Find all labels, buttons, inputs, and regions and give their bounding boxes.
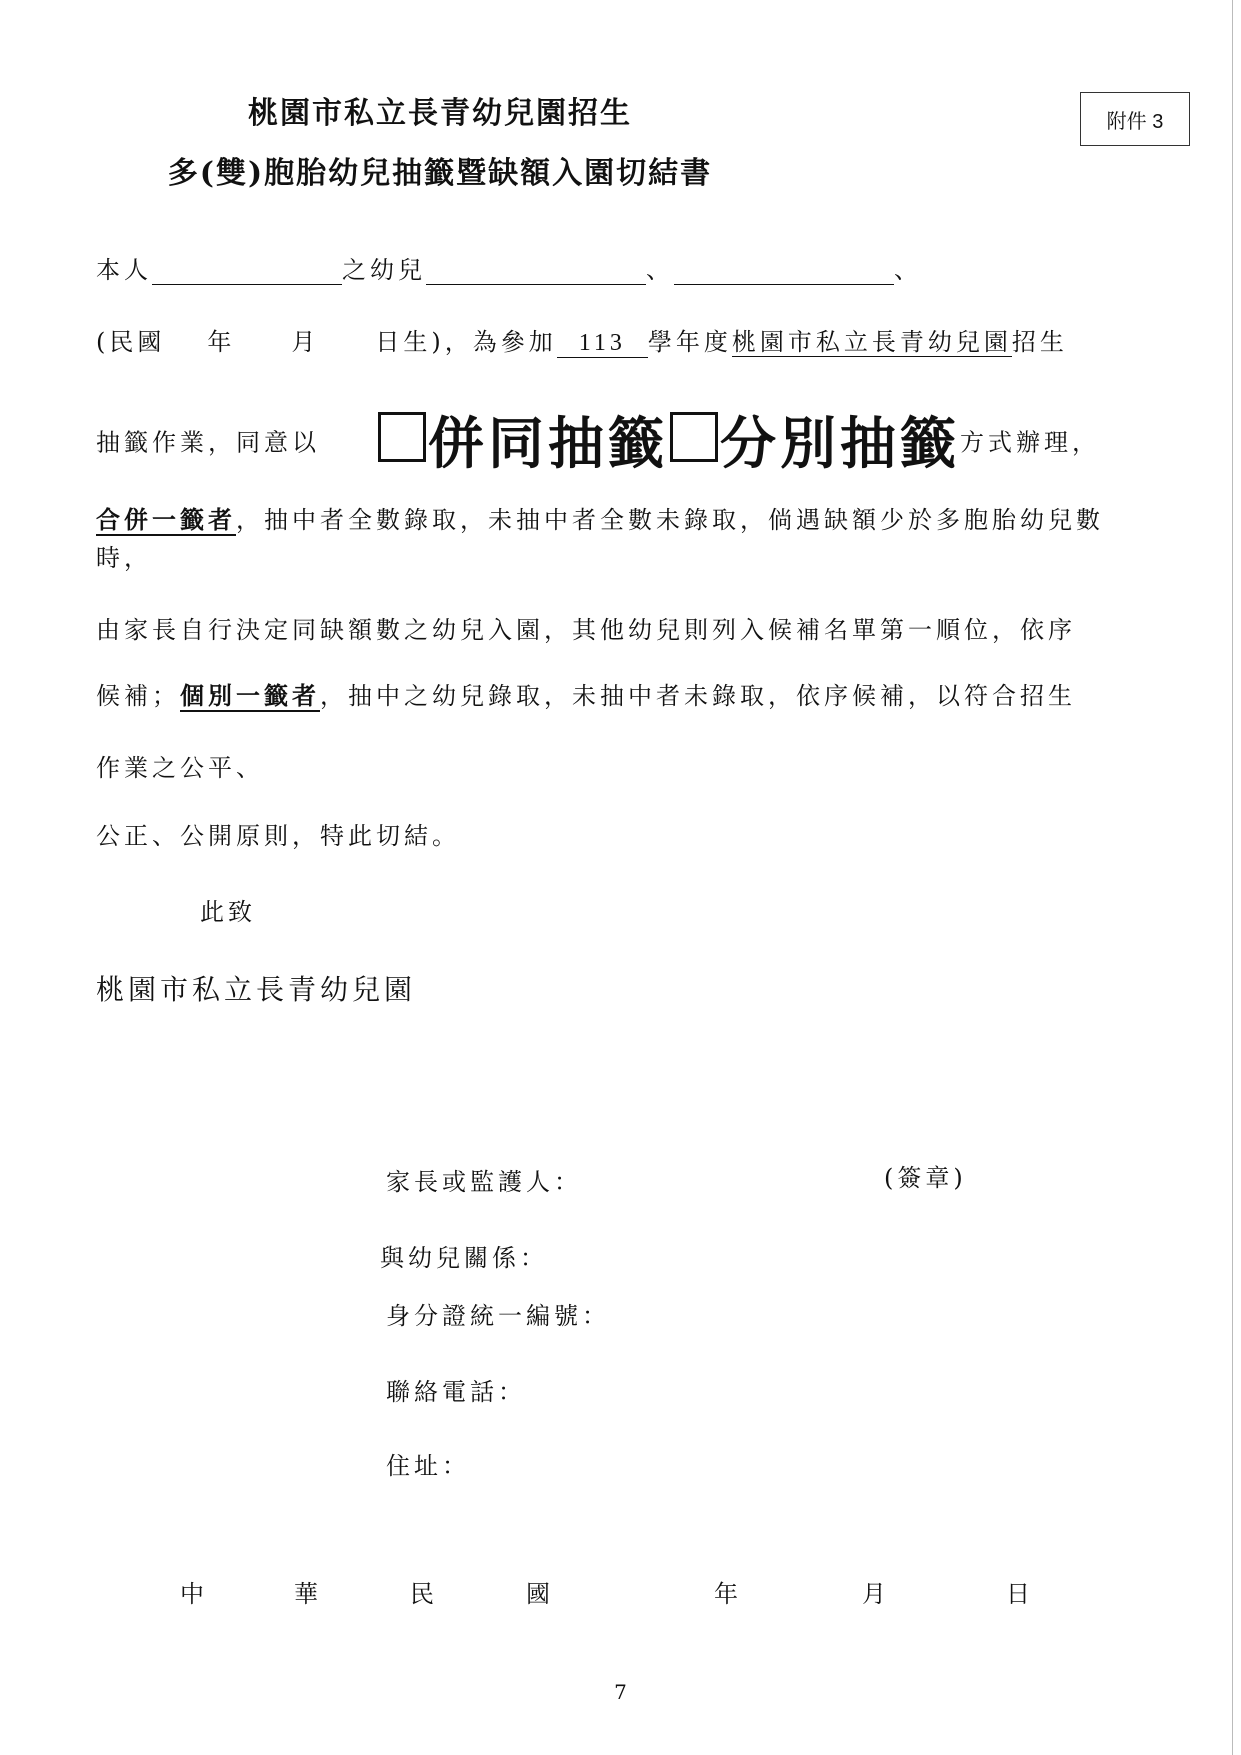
scan-edge-line <box>1232 0 1233 1755</box>
body-line-4: 合併一籤者，抽中者全數錄取，未抽中者全數未錄取，倘遇缺額少於多胞胎幼兒數 <box>96 505 1104 534</box>
child-name-blank-1[interactable] <box>426 258 646 285</box>
relation-label: 與幼兒關係： <box>380 1244 548 1272</box>
body-line-1: 本人 之幼兒 、 、 <box>96 256 922 284</box>
option-joint-draw: 併同抽籤 <box>428 411 668 477</box>
option-separate-draw: 分別抽籤 <box>720 411 960 477</box>
guardian-name-blank[interactable] <box>152 258 342 285</box>
joint-lot-term: 合併一籤者 <box>96 505 236 534</box>
date-day-label: 日 <box>1006 1580 1030 1608</box>
document-title: 桃園市私立長青幼兒園招生 <box>248 96 632 131</box>
date-char-3: 民 <box>410 1580 434 1608</box>
phone-label: 聯絡電話： <box>386 1378 526 1406</box>
date-char-4: 國 <box>526 1580 550 1608</box>
body-line-6: 候補；個別一籤者，抽中之幼兒錄取，未抽中者未錄取，依序候補，以符合招生 <box>96 681 1076 710</box>
date-year-label: 年 <box>714 1580 738 1608</box>
salutation: 此致 <box>200 898 256 926</box>
body-line-8: 公正、公開原則，特此切結。 <box>96 822 460 850</box>
body-line-4-wrap: 時， <box>96 544 152 572</box>
checkbox-separate-draw[interactable] <box>670 412 718 462</box>
body-line-3: 抽籤作業，同意以 併同抽籤 分別抽籤方式辦理， <box>96 411 1100 477</box>
body-line-7: 作業之公平、 <box>96 754 264 782</box>
address-label: 住址： <box>386 1452 470 1480</box>
body-line-5: 由家長自行決定同缺額數之幼兒入園，其他幼兒則列入候補名單第一順位，依序 <box>96 616 1076 644</box>
id-number-label: 身分證統一編號： <box>386 1302 610 1330</box>
child-name-blank-2[interactable] <box>674 258 894 285</box>
date-month-label: 月 <box>862 1580 886 1608</box>
body-line-2: (民國 年 月 日生)，為參加 113 學年度桃園市私立長青幼兒園招生 <box>96 328 1068 356</box>
date-char-1: 中 <box>180 1580 204 1608</box>
page-number: 7 <box>614 1680 627 1704</box>
attachment-label: 附件 3 <box>1080 92 1190 146</box>
individual-lot-term: 個別一籤者 <box>180 681 320 710</box>
school-year: 113 <box>557 329 648 358</box>
seal-label: (簽章) <box>884 1164 967 1192</box>
date-char-2: 華 <box>294 1580 318 1608</box>
school-name: 桃園市私立長青幼兒園 <box>731 328 1012 356</box>
document-subtitle: 多(雙)胞胎幼兒抽籤暨缺額入園切結書 <box>167 156 713 191</box>
checkbox-joint-draw[interactable] <box>378 412 426 462</box>
recipient: 桃園市私立長青幼兒園 <box>96 973 417 1006</box>
guardian-label: 家長或監護人： <box>386 1168 582 1196</box>
